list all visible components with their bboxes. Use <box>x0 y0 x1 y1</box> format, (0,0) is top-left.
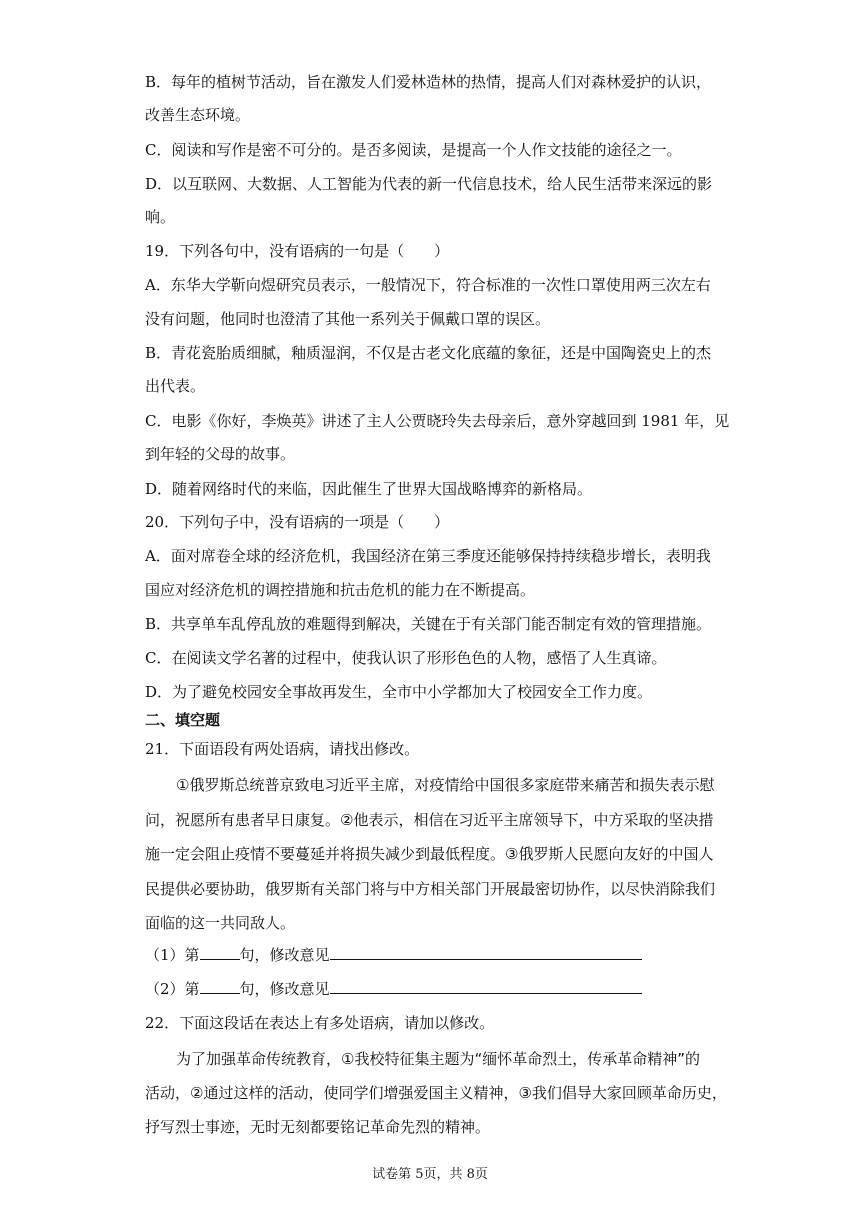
q20-option-a-line-2: 国应对经济危机的调控措施和抗击危机的能力在不断提高。 <box>145 581 536 599</box>
q22-passage-line-1: 为了加强革命传统教育，①我校特征集主题为“缅怀革命烈土，传承革命精神”的 <box>176 1050 700 1068</box>
q19-option-a-line-2: 没有问题，他同时也澄清了其他一系列关于佩戴口罩的误区。 <box>145 310 551 328</box>
q20-option-a-line-1: A．面对席卷全球的经济危机，我国经济在第三季度还能够保持持续稳步增长，表明我 <box>145 547 711 565</box>
q20-option-c-line: C．在阅读文学名著的过程中，使我认识了形形色色的人物，感悟了人生真谛。 <box>145 649 667 667</box>
question-21: 21．下面语段有两处语病，请找出修改。 <box>145 740 420 758</box>
q19-option-a-line-1: A．东华大学靳向煜研究员表示，一般情况下，符合标准的一次性口罩使用两三次左右 <box>145 276 711 294</box>
q19-option-c-line-1: C．电影《你好，李焕英》讲述了主人公贾晓玲失去母亲后，意外穿越回到 1981 年，见 <box>145 412 730 430</box>
q21-passage-line-5: 面临的这一共同敌人。 <box>145 914 296 932</box>
q20-option-d-line: D．为了避免校园安全事故再发生，全市中小学都加大了校园安全工作力度。 <box>145 683 653 701</box>
q19-option-c-line-2: 到年轻的父母的故事。 <box>145 445 296 463</box>
q21-answer-1-mid: 句，修改意见 <box>239 946 330 964</box>
q21-answer-1-prefix: （1）第 <box>145 946 200 964</box>
q21-answer-2-revision-blank[interactable] <box>330 979 642 994</box>
q21-passage-line-3: 施一定会阻止疫情不要蔓延并将损失减少到最低程度。③俄罗斯人民愿向友好的中国人 <box>145 845 714 863</box>
question-20: 20．下列句子中，没有语病的一项是（ ） <box>145 513 450 531</box>
option-d-line-2: 响。 <box>145 208 176 226</box>
question-22: 22．下面这段话在表达上有多处语病，请加以修改。 <box>145 1014 495 1032</box>
option-b-line-1: B．每年的植树节活动，旨在激发人们爱林造林的热情，提高人们对森林爱护的认识， <box>145 73 712 91</box>
q19-option-b-line-2: 出代表。 <box>145 377 206 395</box>
question-19: 19．下列各句中，没有语病的一句是（ ） <box>145 242 450 260</box>
q20-option-b-line: B．共享单车乱停乱放的难题得到解决，关键在于有关部门能否制定有效的管理措施。 <box>145 615 712 633</box>
option-b-line-2: 改善生态环境。 <box>145 106 251 124</box>
page-footer: 试卷第 5页，共 8页 <box>372 1167 488 1182</box>
q19-option-d-line: D．随着网络时代的来临，因此催生了世界大国战略博弈的新格局。 <box>145 480 593 498</box>
q21-passage-line-4: 民提供必要协助，俄罗斯有关部门将与中方相关部门开展最密切协作，以尽快消除我们 <box>145 880 716 898</box>
q22-passage-line-2: 活动，②通过这样的活动，使同学们增强爱国主义精神，③我们倡导大家回顾革命历史， <box>145 1084 727 1102</box>
q22-passage-line-3: 抒写烈士事迹，无时无刻都要铭记革命先烈的精神。 <box>145 1118 491 1136</box>
section-heading-fill-in: 二、填空题 <box>145 711 221 729</box>
q21-answer-2 <box>145 979 642 999</box>
q21-passage-line-2: 问，祝愿所有患者早日康复。②他表示，相信在习近平主席领导下，中方采取的坚决措 <box>145 811 714 829</box>
q21-answer-1-revision-blank[interactable] <box>330 945 642 960</box>
q21-answer-1-sentence-blank[interactable] <box>200 945 240 960</box>
q21-answer-1 <box>145 945 642 965</box>
q21-answer-2-prefix: （2）第 <box>145 980 200 998</box>
option-d-line-1: D．以互联网、大数据、人工智能为代表的新一代信息技术，给人民生活带来深远的影 <box>145 175 713 193</box>
q21-passage-line-1: ①俄罗斯总统普京致电习近平主席，对疫情给中国很多家庭带来痛苦和损失表示慰 <box>176 776 715 794</box>
q21-answer-2-sentence-blank[interactable] <box>200 979 240 994</box>
option-c-line: C．阅读和写作是密不可分的。是否多阅读，是提高一个人作文技能的途径之一。 <box>145 141 682 159</box>
q21-answer-2-mid: 句，修改意见 <box>239 980 330 998</box>
q19-option-b-line-1: B．青花瓷胎质细腻，釉质湿润，不仅是古老文化底蕴的象征，还是中国陶瓷史上的杰 <box>145 344 712 362</box>
